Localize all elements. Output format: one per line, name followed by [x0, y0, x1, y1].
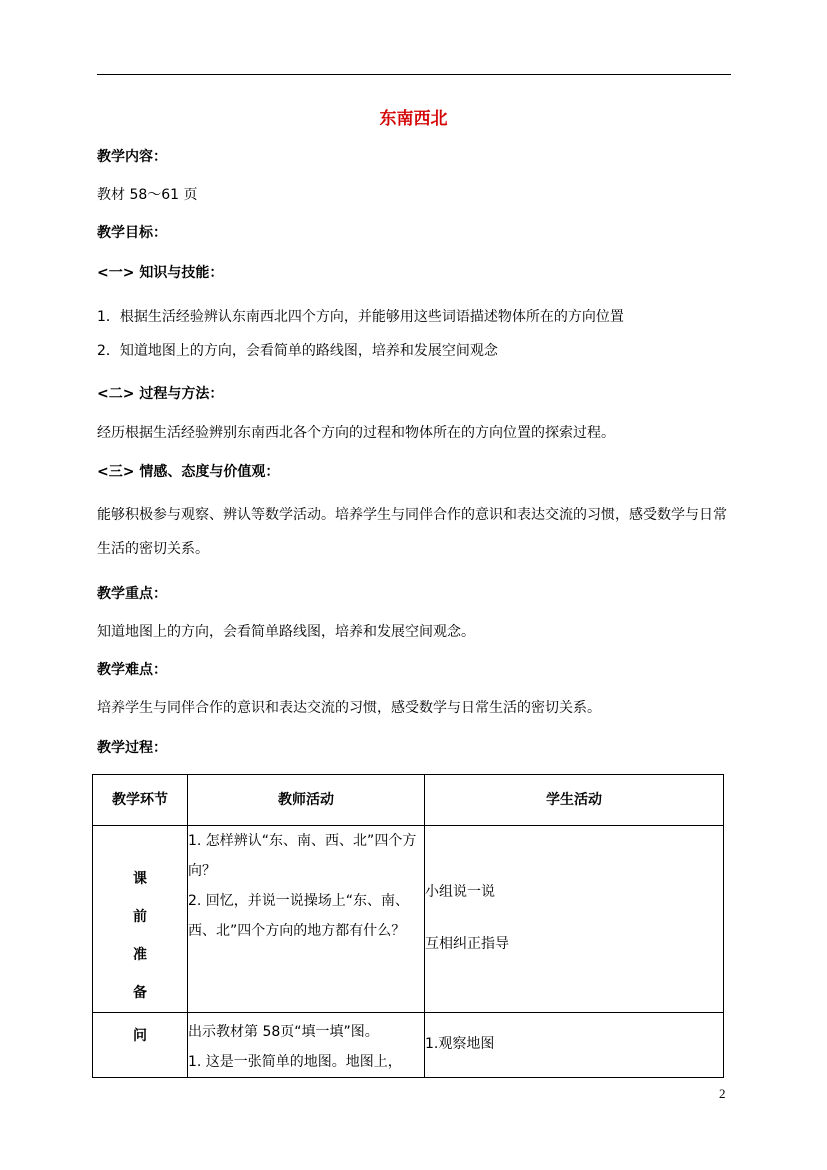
student-activity-line: 小组说一说: [425, 884, 495, 900]
stage-char: 问: [133, 1028, 147, 1044]
table-row: [93, 1013, 724, 1078]
teacher-activity-line: 出示教材第 58页“填一填”图。: [188, 1024, 379, 1040]
teacher-activity-line: 1. 这是一张简单的地图。地图上，: [188, 1054, 402, 1070]
teaching-content: 教材 58～61 页: [97, 187, 198, 203]
section1-heading: <一> 知识与技能：: [97, 265, 224, 281]
teacher-activity-cell: [188, 1013, 425, 1078]
header-stage: 教学环节: [93, 775, 188, 826]
header-rule: [97, 74, 731, 75]
header-student-activity: 学生活动: [425, 775, 724, 826]
section2-heading: <二> 过程与方法：: [97, 386, 224, 402]
section3-text: 能够积极参与观察、辨认等数学活动。培养学生与同伴合作的意识和表达交流的习惯，感受数学与日常生活的密切关系。: [97, 507, 727, 557]
table-row: [93, 826, 724, 1013]
teacher-activity-line: 2. 回忆，并说一说操场上“东、南、西、北”四个方向的地方都有什么？: [188, 893, 410, 939]
process-table: [92, 774, 724, 1078]
section1-item-1: 1．根据生活经验辨认东南西北四个方向，并能够用这些词语描述物体所在的方向位置: [97, 309, 624, 325]
section2-text: 经历根据生活经验辨别东南西北各个方向的过程和物体所在的方向位置的探索过程。: [97, 425, 615, 441]
teacher-activity-line: 1. 怎样辨认“东、南、西、北”四个方向？: [188, 833, 417, 879]
table-header-row: [93, 775, 724, 826]
process-label: 教学过程：: [97, 740, 167, 756]
stage-cell: [93, 826, 188, 1013]
header-teacher-activity: 教师活动: [188, 775, 425, 826]
stage-cell: [93, 1013, 188, 1078]
stage-char: 准: [133, 947, 147, 963]
student-activity-cell: [425, 1013, 724, 1078]
difficulties-label: 教学难点：: [97, 662, 167, 678]
key-points-text: 知道地图上的方向，会看简单路线图，培养和发展空间观念。: [97, 624, 475, 640]
teaching-content-label: 教学内容：: [97, 149, 167, 165]
objectives-label: 教学目标：: [97, 225, 167, 241]
section1-item-2: 2．知道地图上的方向，会看简单的路线图，培养和发展空间观念: [97, 343, 498, 359]
section3-heading: <三> 情感、态度与价值观：: [97, 464, 280, 480]
student-activity-line: 1.观察地图: [425, 1036, 495, 1052]
stage-char: 备: [133, 985, 147, 1001]
student-activity-line: 互相纠正指导: [425, 936, 509, 952]
key-points-label: 教学重点：: [97, 586, 167, 602]
stage-char: 课: [133, 871, 147, 887]
teacher-activity-cell: [188, 826, 425, 1013]
student-activity-cell: [425, 826, 724, 1013]
stage-char: 前: [133, 909, 147, 925]
page-number: 2: [719, 1086, 726, 1101]
document-title: 东南西北: [379, 109, 448, 129]
difficulties-text: 培养学生与同伴合作的意识和表达交流的习惯，感受数学与日常生活的密切关系。: [97, 700, 601, 716]
